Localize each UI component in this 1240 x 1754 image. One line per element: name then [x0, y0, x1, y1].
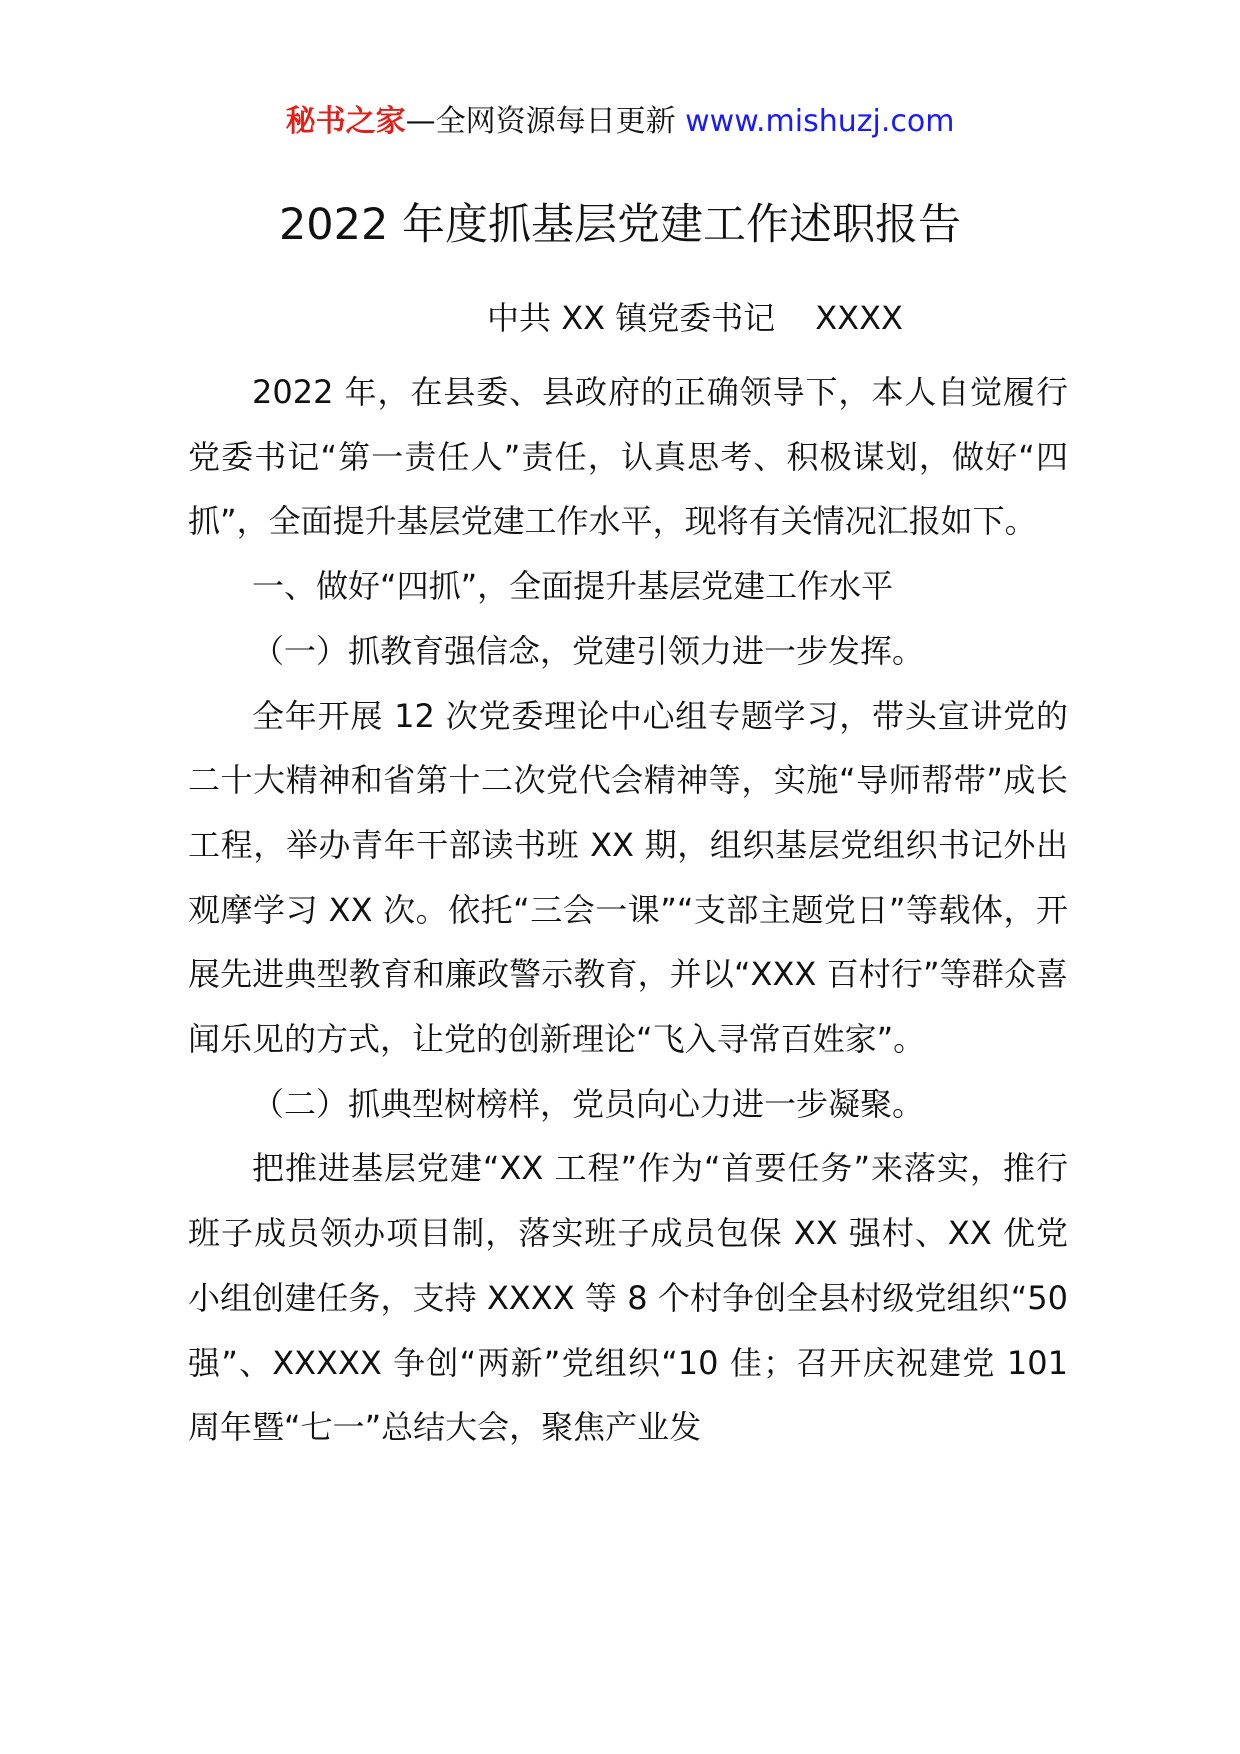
paragraph-models: 把推进基层党建“XX 工程”作为“首要任务”来落实，推行班子成员领办项目制，落实班子成员包保 XX 强村、XX 优党小组创建任务，支持 XXXX 等 8 个村争创全县村级党组织“50 强”、XXXXX 争创“两新”党组织“10 佳；召开庆祝建党 101 周年暨“七一”总结大会，聚焦产业发 [188, 1149, 1068, 1447]
site-url-link[interactable]: www.mishuzj.com [685, 104, 955, 139]
paragraph-intro: 2022 年，在县委、县政府的正确领导下，本人自觉履行党委书记“第一责任人”责任，认真思考、积极谋划，做好“四抓”，全面提升基层党建工作水平，现将有关情况汇报如下。 [188, 373, 1068, 541]
section-heading-1: 一、做好“四抓”，全面提升基层党建工作水平 [252, 567, 894, 606]
subsection-heading-2: （二）抓典型树榜样，党员向心力进一步凝聚。 [252, 1084, 925, 1123]
document-title: 2022 年度抓基层党建工作述职报告 [278, 200, 962, 250]
brand-name: 秘书之家 [285, 104, 406, 139]
site-header [0, 100, 1240, 144]
document-body [188, 360, 1068, 1460]
brand-slogan: —全网资源每日更新 [405, 104, 676, 139]
subsection-heading-1: （一）抓教育强信念，党建引领力进一步发挥。 [252, 631, 925, 670]
author-name: XXXX [815, 299, 903, 337]
author-line [0, 296, 1240, 340]
author-org: 中共 XX 镇党委书记 [487, 299, 776, 337]
paragraph-education: 全年开展 12 次党委理论中心组专题学习，带头宣讲党的二十大精神和省第十二次党代会精神等，实施“导师帮带”成长工程，举办青年干部读书班 XX 期，组织基层党组织书记外出观摩学习 XX 次。依托“三会一课”“支部主题党日”等载体，开展先进典型教育和廉政警示教育，并以“XXX 百村行”等群众喜闻乐见的方式，让党的创新理论“飞入寻常百姓家”。 [188, 696, 1068, 1059]
